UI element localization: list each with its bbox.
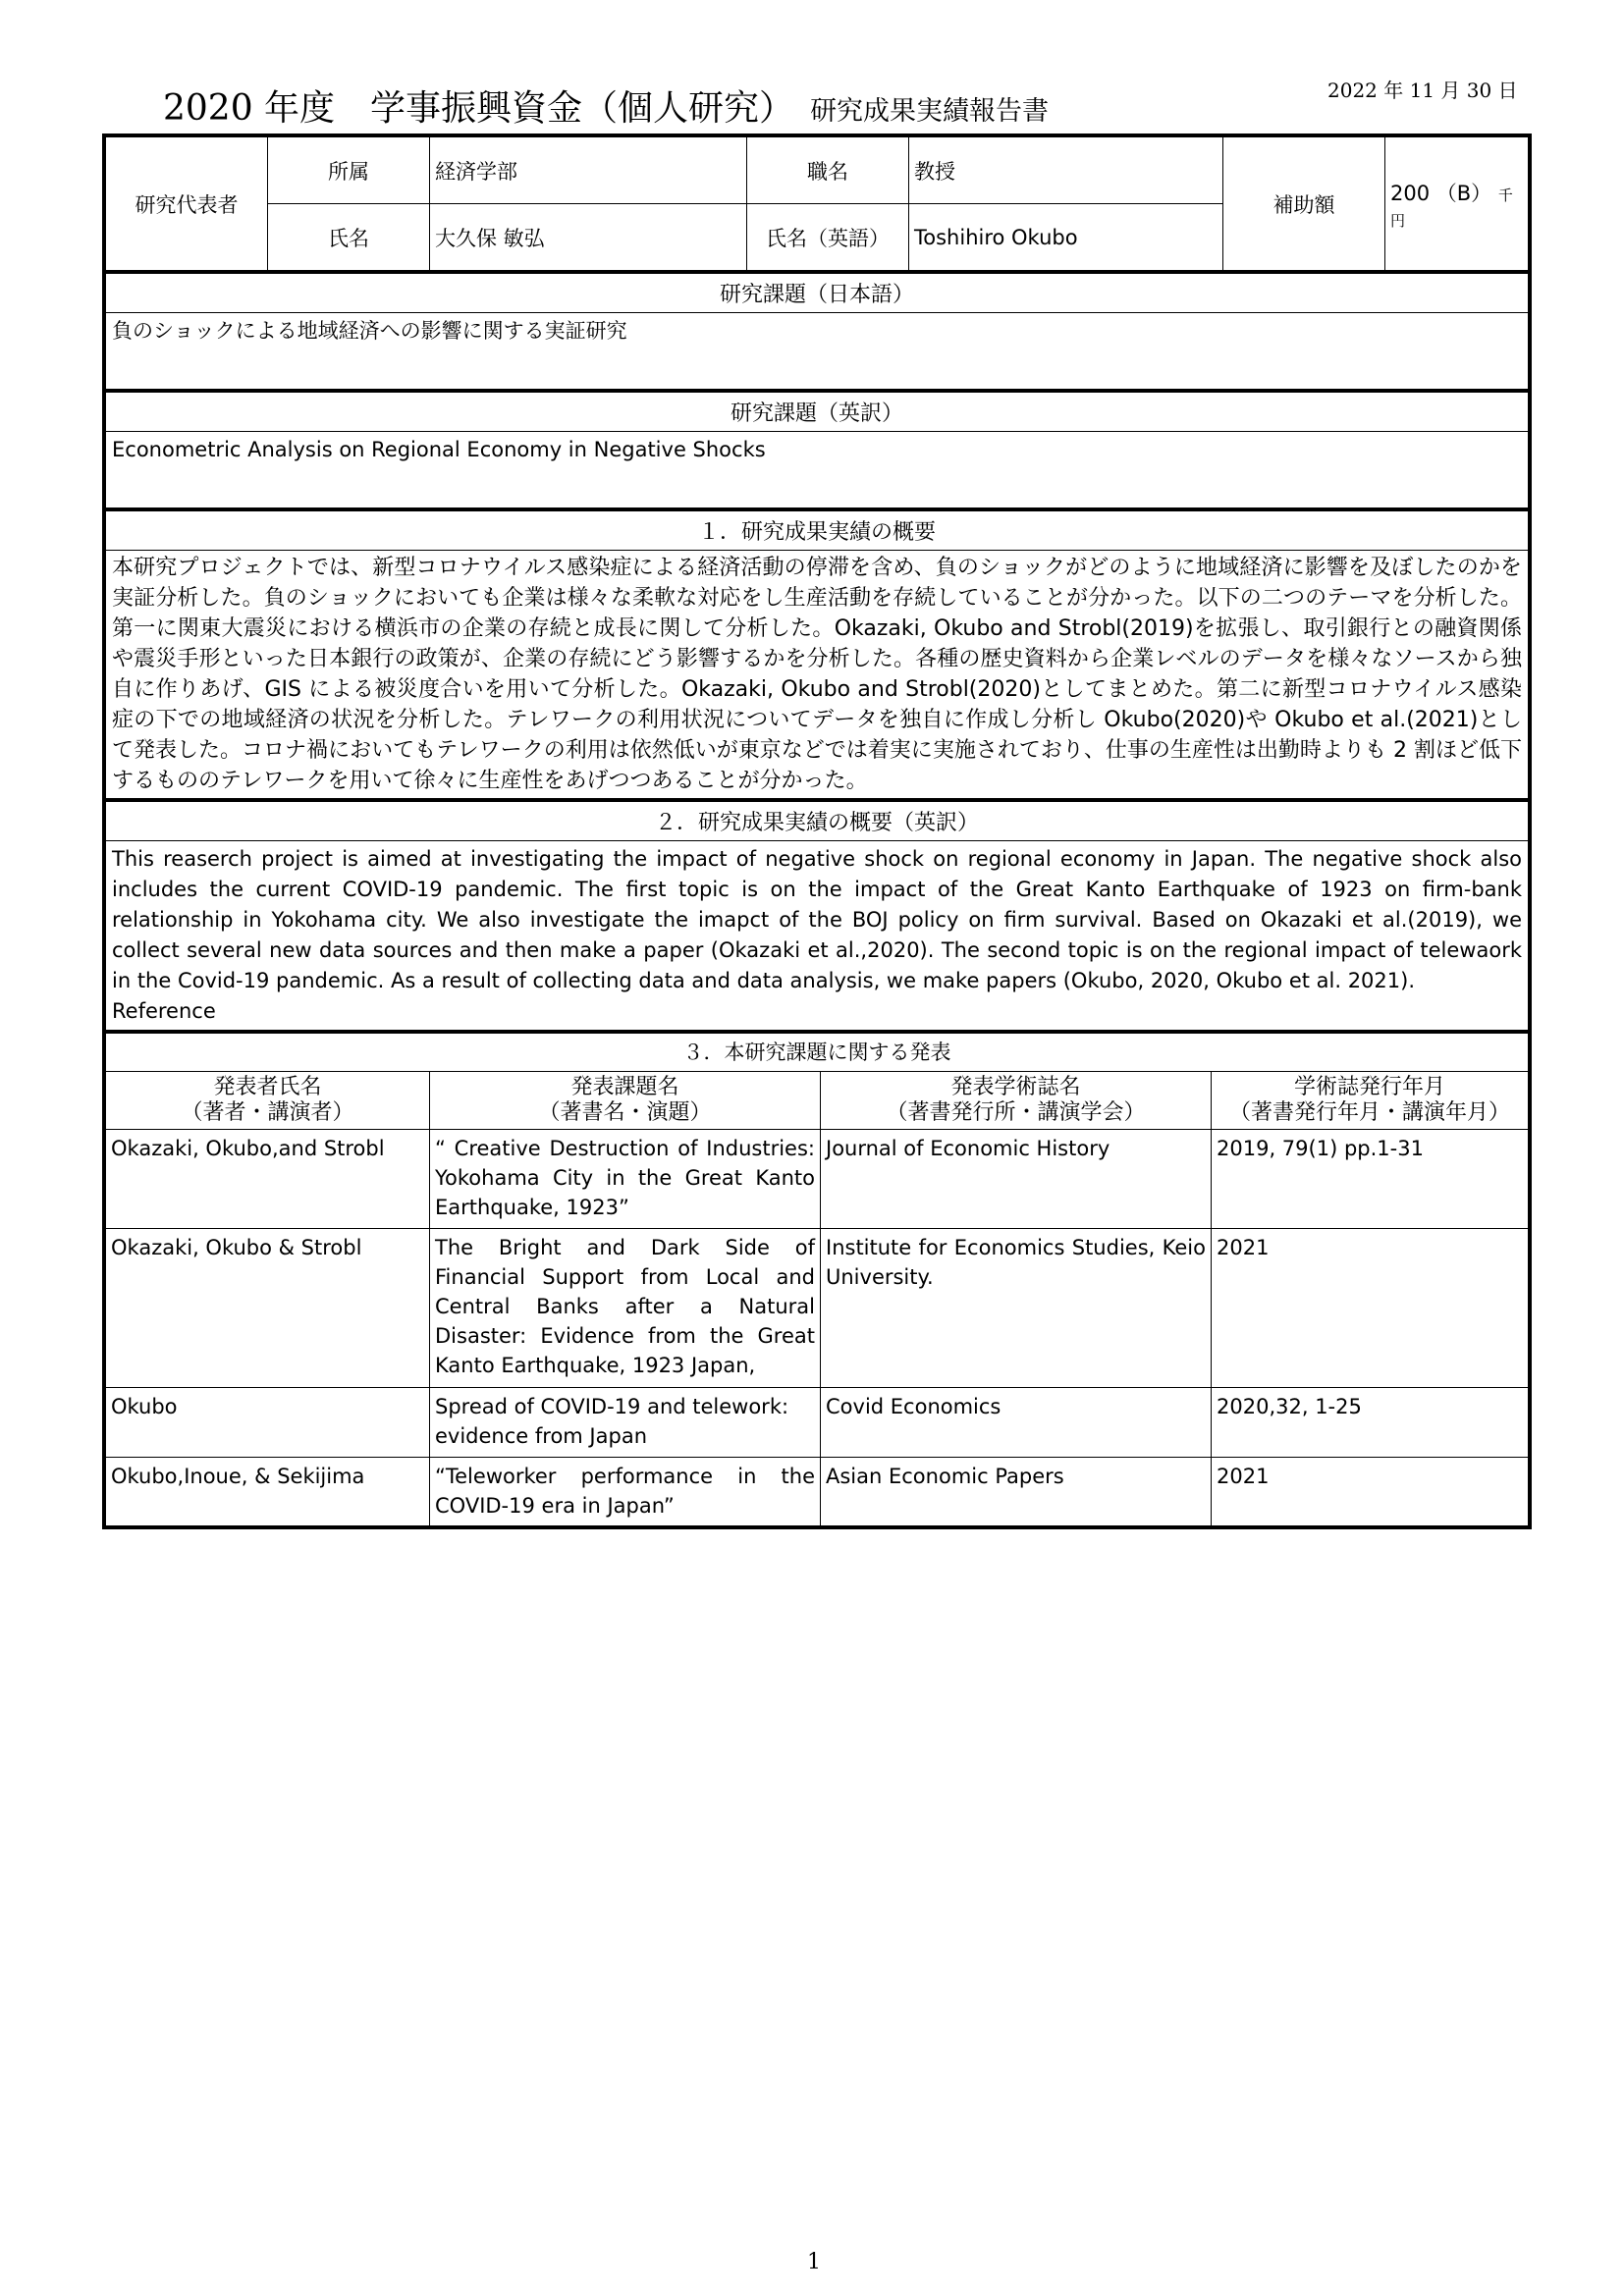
presentations-heading: ３．本研究課題に関する発表: [106, 1033, 1529, 1072]
affiliation-label: 所属: [268, 137, 430, 204]
name-en-value: Toshihiro Okubo: [909, 204, 1223, 271]
author-cell: Okubo,Inoue, & Sekijima: [106, 1458, 430, 1526]
summary-en-cell: [106, 841, 1529, 1031]
table-row: [106, 1130, 1529, 1229]
title-cell: The Bright and Dark Side of Financial Support from Local and Central Banks after a Natural Disaster: Evidence from the Great Kanto Earthquake, 1923 Japan,: [430, 1229, 821, 1388]
column-header-line: （著書発行年月・講演年月）: [1228, 1100, 1510, 1125]
name-en-label: 氏名（英語）: [747, 204, 909, 271]
position-label: 職名: [747, 137, 909, 204]
date-cell: 2020,32, 1-25: [1212, 1388, 1529, 1458]
report-title-sub: 研究成果実績報告書: [810, 96, 1050, 127]
journal-cell: Asian Economic Papers: [821, 1458, 1212, 1526]
topic-jp-section: [105, 271, 1529, 390]
title-cell: “ Creative Destruction of Industries: Yokohama City in the Great Kanto Earthquake, 1923”: [430, 1130, 821, 1229]
column-header-line: 発表学術誌名: [950, 1075, 1081, 1099]
column-header-journal: [821, 1072, 1212, 1130]
page-number: 1: [807, 2250, 821, 2274]
date-cell: 2019, 79(1) pp.1-31: [1212, 1130, 1529, 1229]
researcher-table: [105, 136, 1529, 271]
affiliation-value: 経済学部: [430, 137, 747, 204]
column-header-line: （著書名・演題）: [538, 1100, 712, 1125]
column-header-title: [430, 1072, 821, 1130]
topic-en-text: Econometric Analysis on Regional Economy in Negative Shocks: [106, 432, 1529, 508]
column-header-line: （著者・講演者）: [181, 1100, 354, 1125]
table-row: [106, 1229, 1529, 1388]
journal-cell: Journal of Economic History: [821, 1130, 1212, 1229]
presentations-table: [105, 1031, 1529, 1526]
column-header-line: 発表者氏名: [213, 1075, 322, 1099]
position-value: 教授: [909, 137, 1223, 204]
topic-jp-text: 負のショックによる地域経済への影響に関する実証研究: [106, 313, 1529, 390]
column-header-line: 学術誌発行年月: [1293, 1075, 1445, 1099]
report-title: [163, 80, 1049, 131]
table-row: [106, 1388, 1529, 1458]
column-header-line: （著書発行所・講演学会）: [886, 1100, 1146, 1125]
column-header-line: 発表課題名: [570, 1075, 679, 1099]
summary-en-reference: Reference: [112, 999, 216, 1023]
column-header-date: [1212, 1072, 1529, 1130]
report-title-main: 2020 年度 学事振興資金（個人研究）: [163, 88, 795, 129]
name-value: 大久保 敏弘: [430, 204, 747, 271]
author-cell: Okubo: [106, 1388, 430, 1458]
summary-jp-section: [105, 508, 1529, 799]
author-cell: Okazaki, Okubo & Strobl: [106, 1229, 430, 1388]
table-row: [106, 1458, 1529, 1526]
title-cell: Spread of COVID-19 and telework: evidence from Japan: [430, 1388, 821, 1458]
journal-cell: Institute for Economics Studies, Keio University.: [821, 1229, 1212, 1388]
summary-jp-text: 本研究プロジェクトでは、新型コロナウイルス感染症による経済活動の停滞を含め、負のショックがどのように地域経済に影響を及ぼしたのかを実証分析した。負のショックにおいても企業は様々な柔軟な対応をし生産活動を存続していることが分かった。以下の二つのテーマを分析した。第一に関東大震災における横浜市の企業の存続と成長に関して分析した。Okazaki, Okubo and Strobl(2019)を拡張し、取引銀行との融資関係や震災手形といった日本銀行の政策が、企業の存続にどう影響するかを分析した。各種の歴史資料から企業レベルのデータを様々なソースから独自に作りあげ、GIS による被災度合いを用いて分析した。Okazaki, Okubo and Strobl(2020)としてまとめた。第二に新型コロナウイルス感染症の下での地域経済の状況を分析した。テレワークの利用状況についてデータを独自に作成し分析し Okubo(2020)や Okubo et al.(2021)として発表した。コロナ禍においてもテレワークの利用は依然低いが東京などでは着実に実施されており、仕事の生産性は出勤時よりも 2 割ほど低下するもののテレワークを用いて徐々に生産性をあげつつあることが分かった。: [106, 551, 1529, 799]
author-cell: Okazaki, Okubo,and Strobl: [106, 1130, 430, 1229]
researcher-label: 研究代表者: [106, 137, 268, 271]
grant-label: 補助額: [1223, 137, 1385, 271]
summary-jp-heading: １．研究成果実績の概要: [106, 510, 1529, 551]
summary-en-section: [105, 799, 1529, 1031]
report-form: [102, 133, 1532, 1529]
topic-en-heading: 研究課題（英訳）: [106, 392, 1529, 432]
grant-unit: 千円: [1390, 186, 1513, 230]
summary-en-text: This reaserch project is aimed at investigating the impact of negative shock on regional economy in Japan. The negative shock also includes the current COVID-19 pandemic. The first topic is on the impact of the Great Kanto Earthquake of 1923 on firm-bank relationship in Yokohama city. We also investigate the imapct of the BOJ policy on firm survival. Based on Okazaki et al.(2019), we collect several new data sources and then make a paper (Okazaki et al.,2020). The second topic is on the regional impact of telewaork in the Covid-19 pandemic. As a result of collecting data and data analysis, we make papers (Okubo, 2020, Okubo et al. 2021).: [112, 847, 1522, 992]
topic-en-section: [105, 390, 1529, 508]
report-date: 2022 年 11 月 30 日: [1327, 79, 1518, 102]
date-cell: 2021: [1212, 1229, 1529, 1388]
name-label: 氏名: [268, 204, 430, 271]
column-header-author: [106, 1072, 430, 1130]
date-cell: 2021: [1212, 1458, 1529, 1526]
title-cell: “Teleworker performance in the COVID-19 era in Japan”: [430, 1458, 821, 1526]
grant-cell: [1385, 137, 1529, 271]
topic-jp-heading: 研究課題（日本語）: [106, 273, 1529, 313]
summary-en-heading: ２．研究成果実績の概要（英訳）: [106, 801, 1529, 841]
journal-cell: Covid Economics: [821, 1388, 1212, 1458]
grant-value: 200 （B）: [1390, 181, 1492, 205]
